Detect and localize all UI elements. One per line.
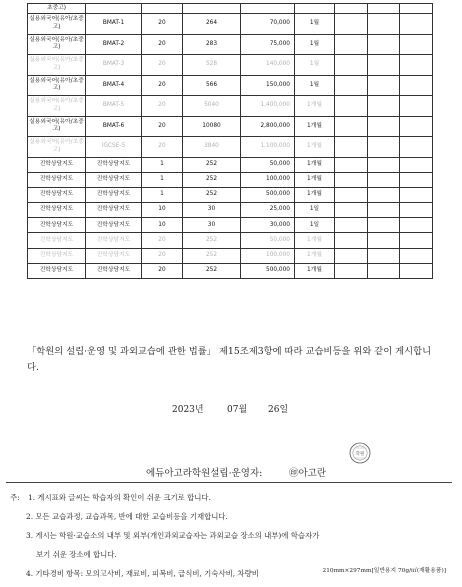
fee-table-body <box>28 4 433 279</box>
note-3-cont <box>10 545 450 564</box>
capacity-cell: 20 <box>142 263 183 278</box>
official-seal-icon <box>349 442 371 464</box>
capacity-cell <box>142 4 183 14</box>
table-row <box>28 203 433 218</box>
course-name-cell: BMAT-2 <box>86 34 142 55</box>
note-text: 1. 게시표와 글씨는 학습자의 확인이 쉬운 크기로 합니다. <box>28 493 211 502</box>
course-field-cell: 진학상담지도 <box>28 218 86 233</box>
capacity-cell: 20 <box>142 116 183 137</box>
notes-prefix: 주: <box>10 493 20 502</box>
operator-label: 에듀아고라학원설립·운영자: <box>146 468 263 479</box>
operator-name: ㊞아고란 <box>289 468 327 479</box>
table-row <box>28 157 433 172</box>
capacity-cell: 20 <box>142 34 183 55</box>
period-cell: 1개월 <box>295 137 335 158</box>
course-name-cell: 진학상담지도 <box>86 233 142 248</box>
table-row <box>28 96 433 117</box>
course-field-cell: 진학상담지도 <box>28 263 86 278</box>
capacity-cell: 20 <box>142 137 183 158</box>
extra-cost-cell <box>368 55 400 76</box>
extra-cost-cell <box>368 263 400 278</box>
extra-cost-cell <box>335 116 368 137</box>
course-name-cell <box>86 4 142 14</box>
period-cell: 1개월 <box>295 187 335 202</box>
extra-cost-cell <box>368 96 400 117</box>
table-row <box>28 4 433 14</box>
course-field-cell: 진학상담지도 <box>28 203 86 218</box>
fee-cell: 1,100,000 <box>241 137 295 158</box>
extra-cost-cell <box>400 34 433 55</box>
table-row <box>28 248 433 263</box>
extra-cost-cell <box>368 187 400 202</box>
course-name-cell: 진학상담지도 <box>86 248 142 263</box>
fee-cell: 150,000 <box>241 75 295 96</box>
table-row <box>28 75 433 96</box>
fee-cell: 100,000 <box>241 172 295 187</box>
extra-cost-cell <box>368 14 400 35</box>
extra-cost-cell <box>368 137 400 158</box>
period-cell: 1개월 <box>295 248 335 263</box>
divider-line <box>6 482 452 483</box>
date-year: 2023년 <box>172 405 204 415</box>
course-field-cell: 초중고) <box>28 4 86 14</box>
fee-table <box>27 3 433 279</box>
period-cell: 1개월 <box>295 172 335 187</box>
table-row <box>28 14 433 35</box>
hours-cell: 252 <box>183 157 241 172</box>
extra-cost-cell <box>368 116 400 137</box>
fee-cell: 75,000 <box>241 34 295 55</box>
extra-cost-cell <box>335 233 368 248</box>
capacity-cell: 20 <box>142 96 183 117</box>
date-month: 07월 <box>227 405 248 415</box>
capacity-cell: 20 <box>142 75 183 96</box>
course-name-cell: BMAT-3 <box>86 55 142 76</box>
table-row <box>28 233 433 248</box>
capacity-cell: 1 <box>142 157 183 172</box>
period-cell: 1월 <box>295 14 335 35</box>
hours-cell: 252 <box>183 263 241 278</box>
hours-cell: 30 <box>183 203 241 218</box>
fee-cell: 1,400,000 <box>241 96 295 117</box>
fee-cell: 50,000 <box>241 157 295 172</box>
extra-cost-cell <box>335 14 368 35</box>
fee-cell: 100,000 <box>241 248 295 263</box>
seal-text: 학원 <box>355 452 365 457</box>
extra-cost-cell <box>368 248 400 263</box>
hours-cell <box>183 4 241 14</box>
hours-cell: 264 <box>183 14 241 35</box>
fee-cell: 500,000 <box>241 263 295 278</box>
hours-cell: 566 <box>183 75 241 96</box>
capacity-cell: 20 <box>142 14 183 35</box>
capacity-cell: 1 <box>142 172 183 187</box>
hours-cell: 252 <box>183 172 241 187</box>
extra-cost-cell <box>368 4 400 14</box>
period-cell: 1개월 <box>295 116 335 137</box>
extra-cost-cell <box>368 34 400 55</box>
extra-cost-cell <box>335 157 368 172</box>
period-cell: 1월 <box>295 34 335 55</box>
table-row <box>28 172 433 187</box>
legal-notice <box>27 344 437 376</box>
note-3 <box>10 526 450 545</box>
period-cell: 1일 <box>295 203 335 218</box>
capacity-cell: 20 <box>142 248 183 263</box>
hours-cell: 3840 <box>183 137 241 158</box>
extra-cost-cell <box>335 96 368 117</box>
course-field-cell: 실용외국어(유아/초중고) <box>28 96 86 117</box>
extra-cost-cell <box>335 55 368 76</box>
hours-cell: 5040 <box>183 96 241 117</box>
period-cell: 1일 <box>295 218 335 233</box>
capacity-cell: 20 <box>142 233 183 248</box>
hours-cell: 30 <box>183 218 241 233</box>
table-row <box>28 116 433 137</box>
extra-cost-cell <box>335 75 368 96</box>
fee-cell: 500,000 <box>241 187 295 202</box>
course-field-cell: 진학상담지도 <box>28 187 86 202</box>
hours-cell: 10080 <box>183 116 241 137</box>
extra-cost-cell <box>335 34 368 55</box>
capacity-cell: 1 <box>142 187 183 202</box>
extra-cost-cell <box>335 187 368 202</box>
course-name-cell: IGCSE-5 <box>86 137 142 158</box>
extra-cost-cell <box>400 203 433 218</box>
extra-cost-cell <box>368 172 400 187</box>
extra-cost-cell <box>368 203 400 218</box>
fee-cell <box>241 4 295 14</box>
period-cell <box>295 4 335 14</box>
extra-cost-cell <box>400 218 433 233</box>
paper-spec-footer: 210mm×297mm[일반용지 70g/㎡(재활용품)] <box>322 568 446 574</box>
extra-cost-cell <box>400 137 433 158</box>
extra-cost-cell <box>335 4 368 14</box>
table-row <box>28 55 433 76</box>
course-name-cell: 진학상담지도 <box>86 263 142 278</box>
course-name-cell: BMAT-5 <box>86 96 142 117</box>
period-cell: 1월 <box>295 75 335 96</box>
extra-cost-cell <box>335 263 368 278</box>
table-row <box>28 218 433 233</box>
table-row <box>28 137 433 158</box>
note-text: 2. 모든 교습과정, 교습과목, 반에 대한 교습비등을 기재합니다. <box>26 512 228 521</box>
course-name-cell: 진학상담지도 <box>86 172 142 187</box>
course-field-cell: 실용외국어(유아/초중고) <box>28 34 86 55</box>
capacity-cell: 20 <box>142 55 183 76</box>
extra-cost-cell <box>368 157 400 172</box>
fee-cell: 25,000 <box>241 203 295 218</box>
extra-cost-cell <box>400 55 433 76</box>
course-name-cell: 진학상담지도 <box>86 203 142 218</box>
hours-cell: 252 <box>183 187 241 202</box>
hours-cell: 252 <box>183 233 241 248</box>
course-name-cell: BMAT-4 <box>86 75 142 96</box>
course-name-cell: 진학상담지도 <box>86 218 142 233</box>
period-cell: 1개월 <box>295 233 335 248</box>
extra-cost-cell <box>400 172 433 187</box>
extra-cost-cell <box>400 233 433 248</box>
extra-cost-cell <box>400 96 433 117</box>
extra-cost-cell <box>335 218 368 233</box>
extra-cost-cell <box>400 4 433 14</box>
fee-cell: 70,000 <box>241 14 295 35</box>
course-name-cell: BMAT-1 <box>86 14 142 35</box>
course-field-cell: 실용외국어(유아/초중고) <box>28 55 86 76</box>
note-1 <box>10 488 450 507</box>
extra-cost-cell <box>335 203 368 218</box>
extra-cost-cell <box>400 75 433 96</box>
course-field-cell: 실용외국어(유아/초중고) <box>28 75 86 96</box>
course-field-cell: 진학상담지도 <box>28 233 86 248</box>
hours-cell: 528 <box>183 55 241 76</box>
course-field-cell: 실용외국어(유아/초중고) <box>28 137 86 158</box>
hours-cell: 283 <box>183 34 241 55</box>
course-field-cell: 진학상담지도 <box>28 248 86 263</box>
extra-cost-cell <box>400 157 433 172</box>
note-2 <box>10 507 450 526</box>
table-row <box>28 187 433 202</box>
legal-text: 「학원의 설립·운영 및 과외교습에 관한 법률」 제15조제3항에 따라 교습비등을 위와 같이 게시합니다. <box>27 346 432 373</box>
course-field-cell: 진학상담지도 <box>28 157 86 172</box>
extra-cost-cell <box>335 172 368 187</box>
extra-cost-cell <box>368 75 400 96</box>
table-row <box>28 34 433 55</box>
capacity-cell: 10 <box>142 203 183 218</box>
course-name-cell: 진학상담지도 <box>86 157 142 172</box>
note-text: 4. 기타경비 항목: 모의고사비, 재료비, 피복비, 급식비, 기숙사비, 차량비 <box>26 569 259 578</box>
hours-cell: 252 <box>183 248 241 263</box>
course-field-cell: 실용외국어(유아/초중고) <box>28 116 86 137</box>
period-cell: 1개월 <box>295 157 335 172</box>
extra-cost-cell <box>335 248 368 263</box>
fee-cell: 30,000 <box>241 218 295 233</box>
period-cell: 1개월 <box>295 96 335 117</box>
extra-cost-cell <box>335 137 368 158</box>
extra-cost-cell <box>400 187 433 202</box>
extra-cost-cell <box>400 14 433 35</box>
table-row <box>28 263 433 278</box>
extra-cost-cell <box>400 248 433 263</box>
period-cell: 1월 <box>295 55 335 76</box>
capacity-cell: 10 <box>142 218 183 233</box>
course-field-cell: 진학상담지도 <box>28 172 86 187</box>
fee-cell: 2,800,000 <box>241 116 295 137</box>
extra-cost-cell <box>368 233 400 248</box>
note-text: 보기 쉬운 장소에 합니다. <box>36 550 117 559</box>
note-text: 3. 게시는 학원·교습소의 내부 및 외부(개인과외교습자는 과외교습 장소의 내부)에 학습자가 <box>26 531 320 540</box>
fee-cell: 140,000 <box>241 55 295 76</box>
period-cell: 1개월 <box>295 263 335 278</box>
fee-cell: 50,000 <box>241 233 295 248</box>
course-name-cell: 진학상담지도 <box>86 187 142 202</box>
course-field-cell: 실용외국어(유아/초중고) <box>28 14 86 35</box>
extra-cost-cell <box>368 218 400 233</box>
extra-cost-cell <box>400 263 433 278</box>
course-name-cell: BMAT-6 <box>86 116 142 137</box>
date-day: 26일 <box>268 405 289 415</box>
extra-cost-cell <box>400 116 433 137</box>
